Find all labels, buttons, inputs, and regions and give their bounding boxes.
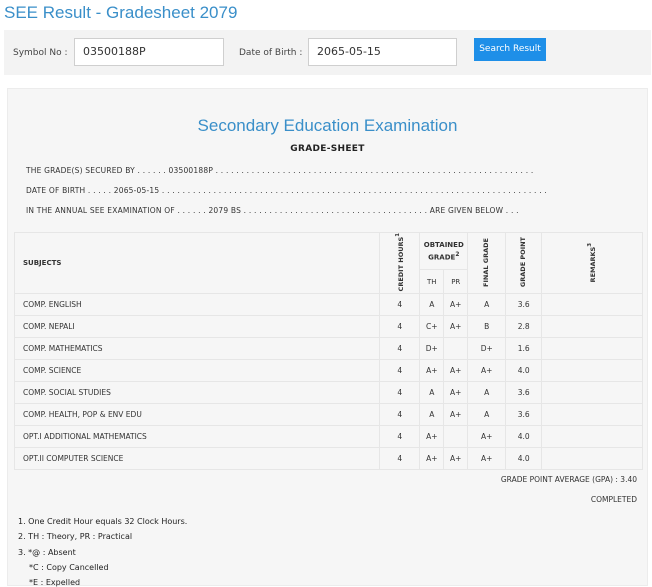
subject-cell: COMP. NEPALI	[15, 316, 380, 338]
subject-cell: COMP. SOCIAL STUDIES	[15, 382, 380, 404]
table-row	[15, 316, 643, 338]
grade-point-cell: 3.6	[506, 382, 542, 404]
pr-grade-cell: A+	[444, 382, 468, 404]
final-grade-header: FINAL GRADE	[468, 233, 506, 294]
credit-cell: 4	[380, 338, 420, 360]
subject-cell: OPT.I ADDITIONAL MATHEMATICS	[15, 426, 380, 448]
table-row	[15, 448, 643, 470]
table-row	[15, 404, 643, 426]
search-result-button[interactable]: Search Result	[474, 38, 546, 61]
credit-cell: 4	[380, 426, 420, 448]
subject-cell: OPT.II COMPUTER SCIENCE	[15, 448, 380, 470]
remarks-cell	[542, 426, 643, 448]
final-grade-cell: A+	[468, 360, 506, 382]
th-grade-cell: A+	[420, 426, 444, 448]
page-title: SEE Result - Gradesheet 2079	[4, 3, 238, 22]
th-grade-cell: A	[420, 294, 444, 316]
exam-line: IN THE ANNUAL SEE EXAMINATION OF . . . . . . 2079 BS . . . . . . . . . . . . . . . . . . . . . . . . . . . . . . . . . . . . ARE GIVEN BELOW . . .	[26, 206, 519, 215]
grade-point-cell: 1.6	[506, 338, 542, 360]
pr-grade-cell: A+	[444, 404, 468, 426]
remarks-cell	[542, 382, 643, 404]
grades-table	[14, 232, 643, 470]
credit-hours-header: CREDIT HOURS$^1$	[380, 233, 420, 294]
final-grade-cell: A+	[468, 448, 506, 470]
remarks-cell	[542, 294, 643, 316]
pr-grade-cell: A+	[444, 294, 468, 316]
remarks-cell	[542, 404, 643, 426]
grade-point-header: GRADE POINT	[506, 233, 542, 294]
final-grade-cell: A	[468, 382, 506, 404]
remarks-cell	[542, 448, 643, 470]
status-text: COMPLETED	[590, 495, 637, 504]
th-grade-cell: A	[420, 382, 444, 404]
note-3: 3. *@ : Absent	[18, 548, 76, 557]
pr-header: PR	[444, 269, 468, 294]
remarks-cell	[542, 338, 643, 360]
final-grade-cell: D+	[468, 338, 506, 360]
credit-cell: 4	[380, 382, 420, 404]
note-1: 1. One Credit Hour equals 32 Clock Hours.	[18, 517, 188, 526]
note-2: 2. TH : Theory, PR : Practical	[18, 532, 133, 541]
th-header: TH	[420, 269, 444, 294]
final-grade-cell: A	[468, 404, 506, 426]
pr-grade-cell: A+	[444, 316, 468, 338]
grade-point-cell: 3.6	[506, 404, 542, 426]
th-grade-cell: A+	[420, 360, 444, 382]
table-row	[15, 382, 643, 404]
pr-grade-cell	[444, 338, 468, 360]
search-form	[4, 30, 651, 75]
obtained-grade-header: OBTAINED GRADE$^2$	[420, 233, 468, 270]
grade-point-cell: 4.0	[506, 448, 542, 470]
grade-point-cell: 4.0	[506, 360, 542, 382]
remarks-cell	[542, 316, 643, 338]
credit-cell: 4	[380, 448, 420, 470]
subjects-header: SUBJECTS	[15, 233, 380, 294]
grade-point-cell: 4.0	[506, 426, 542, 448]
grade-point-cell: 2.8	[506, 316, 542, 338]
symbol-input[interactable]: 03500188P	[74, 38, 224, 66]
dob-line: DATE OF BIRTH . . . . . 2065-05-15 . . . . . . . . . . . . . . . . . . . . . . . . . . . . . . . . . . . . . . . . . . . . . . . . . . . . . . . . . . . . . . . . . . . . . . . . . . .	[26, 186, 547, 195]
table-row	[15, 426, 643, 448]
th-grade-cell: D+	[420, 338, 444, 360]
symbol-label: Symbol No :	[13, 48, 68, 58]
th-grade-cell: A+	[420, 448, 444, 470]
note-5: *E : Expelled	[29, 578, 81, 587]
subject-cell: COMP. HEALTH, POP & ENV EDU	[15, 404, 380, 426]
pr-grade-cell	[444, 426, 468, 448]
pr-grade-cell: A+	[444, 448, 468, 470]
subject-cell: COMP. SCIENCE	[15, 360, 380, 382]
credit-cell: 4	[380, 294, 420, 316]
pr-grade-cell: A+	[444, 360, 468, 382]
final-grade-cell: A	[468, 294, 506, 316]
th-grade-cell: C+	[420, 316, 444, 338]
secured-by-line: THE GRADE(S) SECURED BY . . . . . . 03500188P . . . . . . . . . . . . . . . . . . . . . . . . . . . . . . . . . . . . . . . . . . . . . . . . . . . . . . . . . . . . . .	[26, 166, 534, 175]
dob-label: Date of Birth :	[239, 48, 303, 58]
subject-cell: COMP. MATHEMATICS	[15, 338, 380, 360]
credit-cell: 4	[380, 404, 420, 426]
final-grade-cell: A+	[468, 426, 506, 448]
exam-title: Secondary Education Examination	[197, 116, 458, 135]
subject-cell: COMP. ENGLISH	[15, 294, 380, 316]
gpa-line: GRADE POINT AVERAGE (GPA) : 3.40	[500, 475, 637, 484]
remarks-cell	[542, 360, 643, 382]
grade-point-cell: 3.6	[506, 294, 542, 316]
remarks-header: REMARKS$^3$	[542, 233, 643, 294]
dob-input[interactable]: 2065-05-15	[308, 38, 457, 66]
table-row	[15, 338, 643, 360]
th-grade-cell: A	[420, 404, 444, 426]
credit-cell: 4	[380, 360, 420, 382]
note-4: *C : Copy Cancelled	[29, 563, 109, 572]
grade-sheet-title: GRADE-SHEET	[290, 144, 365, 154]
final-grade-cell: B	[468, 316, 506, 338]
table-row	[15, 294, 643, 316]
table-row	[15, 360, 643, 382]
grade-sheet	[7, 88, 648, 586]
credit-cell: 4	[380, 316, 420, 338]
